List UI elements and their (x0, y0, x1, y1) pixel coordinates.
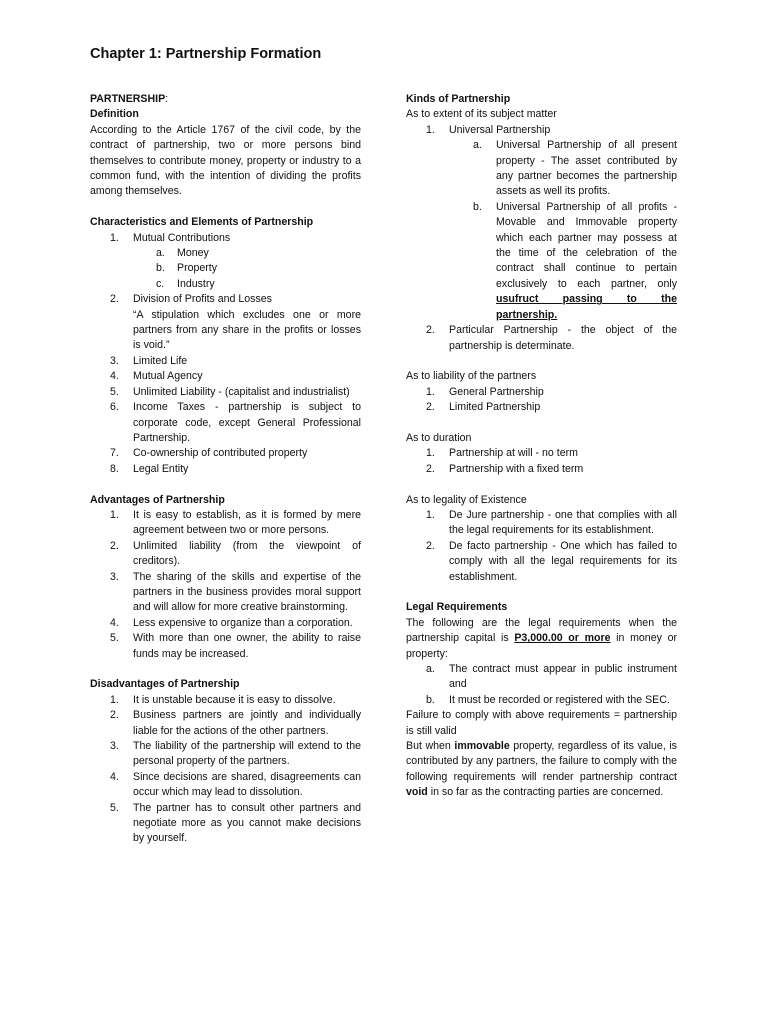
list-item: 1. Mutual Contributions (110, 231, 231, 244)
usufruct-emphasis: usufruct passing to the partnership. (496, 293, 677, 321)
liability-heading: As to liability of the partners (406, 370, 537, 383)
list-item: 2. De facto partnership - One which has failed to comply with all the legal requirements for its establishment. (426, 539, 677, 583)
list-item: 1. It is easy to establish, as it is formed by mere agreement between two or more persons. (110, 508, 361, 537)
sub-list-item: b. Universal Partnership of all profits - Movable and Immovable property which each partner may possess at the time of the celebration of the contract shall continue to pertain exclusively to each partner, only usufruct passing to the partnership. (473, 200, 677, 321)
list-item: 8. Legal Entity (110, 462, 189, 475)
definition-text: According to the Article 1767 of the civil code, by the contract of partnership, two or more persons bind themselves to contribute money, property or industry to a common fund, with the intention of dividing the profits among themselves. (90, 123, 361, 198)
list-item: 5. Unlimited Liability - (capitalist and industrialist) (110, 385, 350, 398)
sub-list-item: a. The contract must appear in public instrument and (426, 662, 677, 691)
list-item: 1. Partnership at will - no term (426, 447, 578, 460)
chapter-title: Chapter 1: Partnership Formation (90, 46, 322, 62)
stipulation-quote: “A stipulation which excludes one or more partners from any share in the profits or losses is void.” (133, 308, 361, 352)
list-item: 3. The liability of the partnership will extend to the personal property of the partners. (110, 740, 361, 768)
sub-list-item: c. Industry (156, 277, 215, 290)
list-item: 2. Limited Partnership (426, 401, 541, 414)
definition-heading: Definition (90, 108, 139, 121)
list-item: 2. Business partners are jointly and individually liable for the actions of the other partners. (110, 709, 361, 737)
list-item: 3. The sharing of the skills and expertise of the partners in the business provides moral support and will allow for more creative brainstorming. (110, 570, 361, 614)
left-column (90, 92, 361, 847)
list-item: 2. Partnership with a fixed term (426, 462, 584, 475)
list-item: 5. The partner has to consult other partners and negotiate more as you cannot make decisions by yourself. (110, 801, 361, 845)
sub-list-item: a. Universal Partnership of all present property - The asset contributed by any partner becomes the partnership assets as well its profits. (473, 139, 677, 198)
immovable-text: But when immovable property, regardless of its value, is contributed by any partners, the failure to comply with the following requirements will render partnership contract void in so far as the contracting parties are concerned. (406, 740, 677, 799)
sub-list-item: b. Property (156, 262, 218, 275)
list-item: 3. Limited Life (110, 354, 188, 367)
list-item: 2. Unlimited liability (from the viewpoint of creditors). (110, 539, 361, 568)
right-column (406, 92, 677, 801)
list-item: 7. Co-ownership of contributed property (110, 447, 308, 460)
list-item: 4. Mutual Agency (110, 370, 203, 383)
characteristics-heading: Characteristics and Elements of Partnership (90, 216, 314, 229)
partnership-heading: PARTNERSHIP: (90, 93, 169, 105)
list-item: 2. Division of Profits and Losses (110, 293, 272, 306)
list-item: 6. Income Taxes - partnership is subject to corporate code, except General Professional Partnership. (110, 401, 361, 444)
capital-amount: P3,000.00 or more (514, 632, 611, 645)
sub-list-item: a. Money (156, 247, 209, 260)
legal-requirements-intro: The following are the legal requirements when the partnership capital is P3,000.00 or more in money or property: (406, 616, 677, 660)
failure-text: Failure to comply with above requirements = partnership is still valid (406, 709, 677, 737)
list-item: 2. Particular Partnership - the object of the partnership is determinate. (426, 324, 677, 352)
list-item: 4. Since decisions are shared, disagreements can occur which may lead to dissolution. (110, 770, 361, 799)
list-item: 1. Universal Partnership (426, 123, 551, 136)
legality-heading: As to legality of Existence (406, 493, 527, 506)
kinds-heading: Kinds of Partnership (406, 93, 511, 105)
advantages-heading: Advantages of Partnership (90, 493, 225, 506)
disadvantages-heading: Disadvantages of Partnership (90, 678, 240, 691)
list-item: 4. Less expensive to organize than a corporation. (110, 616, 353, 629)
legal-requirements-heading: Legal Requirements (406, 601, 508, 614)
list-item: 5. With more than one owner, the ability to raise funds may be increased. (110, 632, 361, 660)
subject-matter-heading: As to extent of its subject matter (406, 108, 557, 121)
list-item: 1. De Jure partnership - one that complies with all the legal requirements for its establishment. (426, 508, 677, 537)
duration-heading: As to duration (406, 431, 472, 444)
list-item: 1. It is unstable because it is easy to dissolve. (110, 693, 336, 706)
list-item: 1. General Partnership (426, 385, 544, 398)
sub-list-item: b. It must be recorded or registered with the SEC. (426, 693, 670, 706)
